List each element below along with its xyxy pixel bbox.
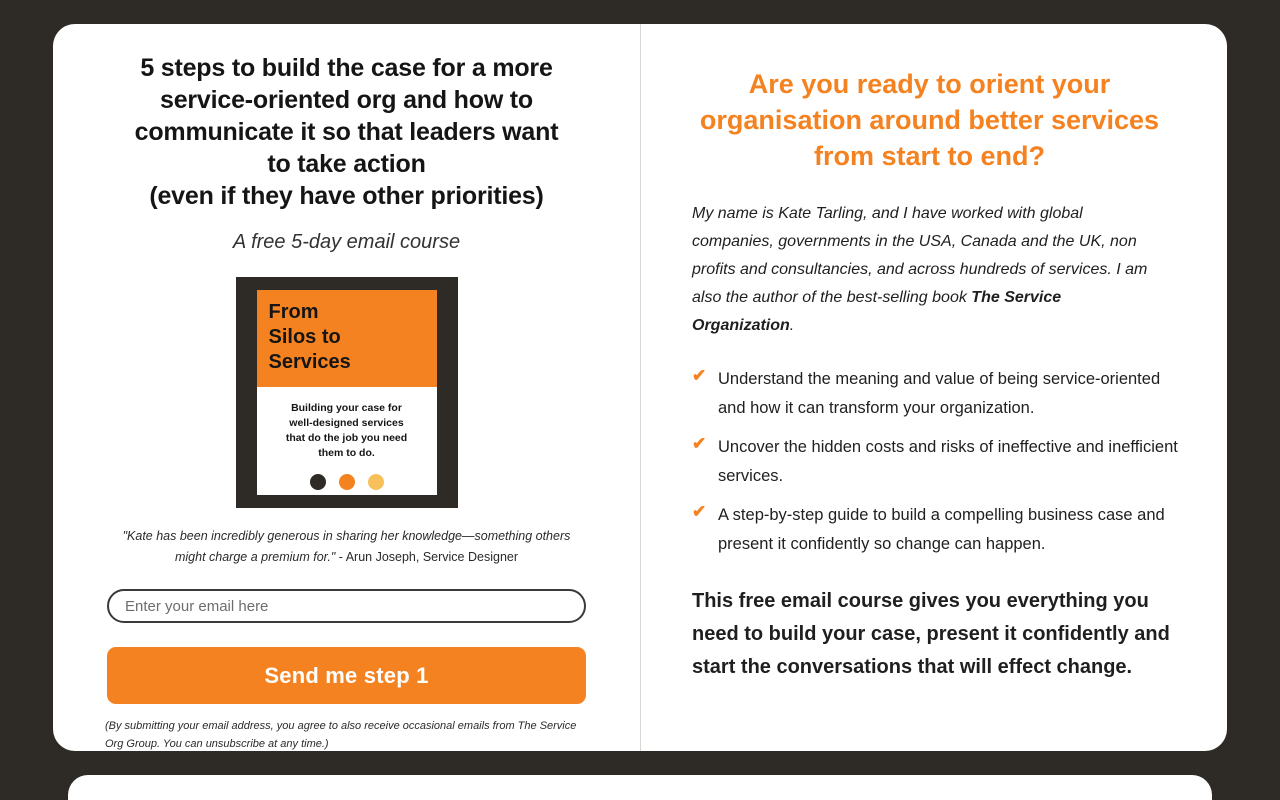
right-heading: Are you ready to orient your organisation around better services from start to end? [699,69,1160,171]
check-icon: ✔ [692,434,707,453]
book-cover-image [236,277,458,508]
list-item [692,365,1187,423]
send-me-step-1-button[interactable]: Send me step 1 [107,647,586,704]
list-item [692,433,1187,491]
book-cover-title-band [257,290,437,387]
book-title-line-2: Silos to [268,326,341,348]
page-title [53,24,640,212]
consent-fineprint: (By submitting your email address, you agree to also receive occasional emails from The Service Org Group. You can unsubscribe at any time.) [105,720,577,750]
left-column [53,24,640,751]
testimonial-attribution: - Arun Joseph, Service Designer [335,550,519,564]
book-cover-wrapper [53,255,640,508]
list-item-label: Uncover the hidden costs and risks of ineffective and inefficient services. [718,438,1178,485]
check-icon: ✔ [692,366,707,385]
cover-dot-1 [310,474,326,490]
book-subtitle-line-3: that do the job you need [285,432,408,444]
email-input[interactable] [107,589,586,623]
check-icon: ✔ [692,502,707,521]
list-item [692,501,1187,559]
cover-dot-3 [368,474,384,490]
signup-card [53,24,1227,751]
author-intro [640,174,1227,340]
book-cover-dots [271,474,423,490]
book-cover-subtitle-band [257,387,437,495]
right-column [640,24,1227,751]
author-intro-part-1: My name is Kate Tarling, and I have worked with global companies, governments in the USA, Canada and the UK, non profits and consultancies, and across hundreds of services. I am also the author of the best-selling book [692,205,1148,306]
headline-line-2: service-oriented org and how to [159,86,534,114]
next-section-card [68,775,1212,800]
cover-dot-2 [339,474,355,490]
subtitle: A free 5-day email course [232,231,461,253]
book-subtitle-line-1: Building your case for [291,402,402,414]
benefits-list [640,340,1227,559]
book-title-line-3: Services [268,351,351,373]
author-intro-part-2: . [789,317,795,334]
testimonial-quote [53,508,640,568]
headline-line-1: 5 steps to build the case for a more [140,54,553,82]
testimonial-text: "Kate has been incredibly generous in sharing her knowledge—something others might charge a premium for." [122,529,571,564]
book-subtitle-line-2: well-designed services [289,417,404,429]
headline-line-5: (even if they have other priorities) [149,182,544,210]
book-name: The Service Organization [692,289,1062,334]
headline-line-4: to take action [267,150,426,178]
book-cover-inner [257,290,437,495]
headline-line-3: communicate it so that leaders want [134,118,559,146]
closing-statement: This free email course gives you everything you need to build your case, present it confidently and start the conversations that will effect change. [692,590,1170,678]
book-title-line-1: From [268,301,319,323]
list-item-label: Understand the meaning and value of being service-oriented and how it can transform your organization. [718,370,1161,417]
list-item-label: A step-by-step guide to build a compelling business case and present it confidently so change can happen. [718,506,1165,553]
book-subtitle-line-4: them to do. [318,447,375,459]
